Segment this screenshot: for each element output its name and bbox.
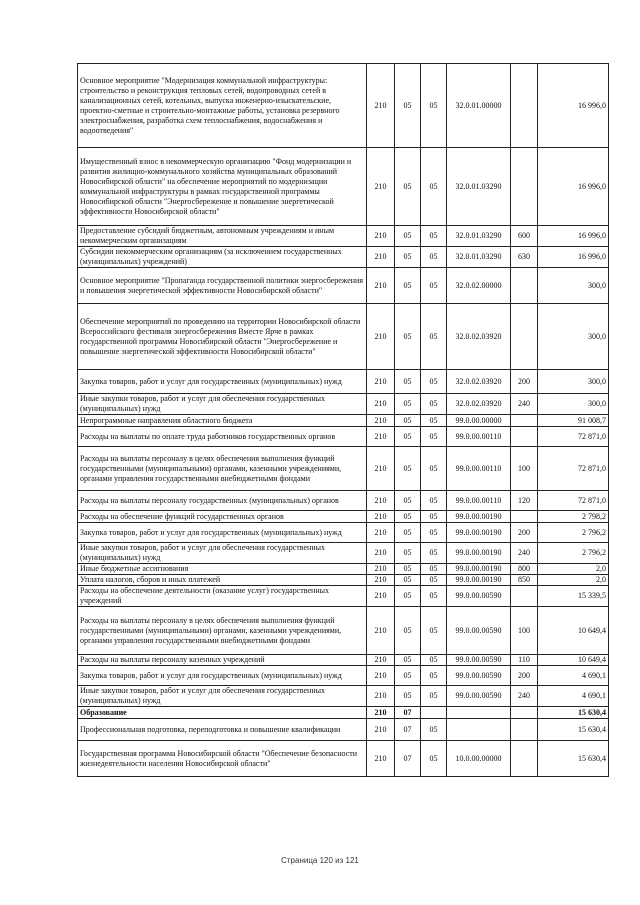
row-amount: 10 649,4 [538, 607, 609, 655]
row-amount: 15 630,4 [538, 719, 609, 741]
row-section: 05 [395, 543, 421, 564]
row-target-article: 99.0.00.00110 [447, 447, 511, 491]
row-expense-type: 120 [511, 491, 538, 511]
row-target-article: 99.0.00.00190 [447, 543, 511, 564]
row-expense-type: 240 [511, 686, 538, 707]
row-name: Имущественный взнос в некоммерческую организацию "Фонд модернизации и развития жилищно-коммунального хозяйства муниципальных образований Новосибирской области" на обеспечение мероприятий по модернизации коммунальной инфраструктуры в рамках государственной программы Новосибирской области "Энергосбережение и повышение энергетической эффективности Новосибирской области" [78, 148, 367, 226]
row-grbs: 210 [367, 304, 395, 370]
row-expense-type [511, 511, 538, 523]
row-name: Иные закупки товаров, работ и услуг для обеспечения государственных (муниципальных) нужд [78, 543, 367, 564]
row-target-article: 99.0.00.00190 [447, 564, 511, 575]
table-row [78, 447, 609, 491]
row-expense-type [511, 148, 538, 226]
row-grbs: 210 [367, 686, 395, 707]
table-row [78, 666, 609, 686]
row-subsection: 05 [421, 148, 447, 226]
row-name: Уплата налогов, сборов и иных платежей [78, 575, 367, 586]
row-amount: 10 649,4 [538, 655, 609, 666]
row-target-article: 99.0.00.00190 [447, 575, 511, 586]
row-target-article: 99.0.00.00110 [447, 491, 511, 511]
row-grbs: 210 [367, 707, 395, 719]
row-subsection: 05 [421, 607, 447, 655]
row-section: 05 [395, 564, 421, 575]
row-grbs: 210 [367, 741, 395, 777]
row-expense-type: 600 [511, 226, 538, 247]
row-amount: 300,0 [538, 394, 609, 415]
row-grbs: 210 [367, 564, 395, 575]
row-name: Непрограммные направления областного бюджета [78, 415, 367, 427]
row-name: Расходы на выплаты по оплате труда работников государственных органов [78, 427, 367, 447]
page-footer: Страница 120 из 121 [281, 856, 359, 865]
row-target-article: 99.0.00.00110 [447, 427, 511, 447]
row-amount: 2 798,2 [538, 511, 609, 523]
row-grbs: 210 [367, 607, 395, 655]
row-expense-type [511, 64, 538, 148]
row-subsection: 05 [421, 247, 447, 268]
row-amount: 15 339,5 [538, 586, 609, 607]
row-subsection: 05 [421, 304, 447, 370]
row-subsection: 05 [421, 686, 447, 707]
row-amount: 4 690,1 [538, 666, 609, 686]
row-amount: 72 871,0 [538, 447, 609, 491]
row-amount: 2,0 [538, 575, 609, 586]
row-section: 05 [395, 427, 421, 447]
row-amount: 4 690,1 [538, 686, 609, 707]
row-target-article: 32.0.01.03290 [447, 247, 511, 268]
row-subsection: 05 [421, 523, 447, 543]
row-section: 05 [395, 686, 421, 707]
row-expense-type: 200 [511, 666, 538, 686]
row-name: Иные закупки товаров, работ и услуг для обеспечения государственных (муниципальных) нужд [78, 394, 367, 415]
row-section: 05 [395, 447, 421, 491]
table-row [78, 741, 609, 777]
row-target-article: 99.0.00.00590 [447, 686, 511, 707]
row-section: 05 [395, 268, 421, 304]
row-subsection: 05 [421, 741, 447, 777]
row-grbs: 210 [367, 415, 395, 427]
row-section: 05 [395, 304, 421, 370]
row-target-article: 10.0.00.00000 [447, 741, 511, 777]
row-section: 05 [395, 415, 421, 427]
row-expense-type: 800 [511, 564, 538, 575]
row-amount: 2,0 [538, 564, 609, 575]
row-name: Обеспечение мероприятий по проведению на территории Новосибирской области Всероссийского фестиваля энергосбережения Вместе Ярче в рамках государственной программы Новосибирской области "Энергосбережение и повышение энергетической эффективности Новосибирской области" [78, 304, 367, 370]
table-row [78, 247, 609, 268]
row-grbs: 210 [367, 447, 395, 491]
row-target-article: 32.0.01.03290 [447, 148, 511, 226]
row-name: Расходы на выплаты персоналу казенных учреждений [78, 655, 367, 666]
row-target-article: 99.0.00.00590 [447, 607, 511, 655]
table-row [78, 543, 609, 564]
table-row [78, 655, 609, 666]
budget-table-body [78, 64, 609, 777]
table-row [78, 491, 609, 511]
row-expense-type [511, 719, 538, 741]
row-grbs: 210 [367, 370, 395, 394]
row-section: 05 [395, 491, 421, 511]
row-section: 05 [395, 666, 421, 686]
row-grbs: 210 [367, 719, 395, 741]
row-target-article: 32.0.01.00000 [447, 64, 511, 148]
row-section: 05 [395, 148, 421, 226]
row-target-article [447, 719, 511, 741]
row-expense-type: 100 [511, 607, 538, 655]
row-grbs: 210 [367, 655, 395, 666]
row-amount: 16 996,0 [538, 226, 609, 247]
row-subsection: 05 [421, 564, 447, 575]
table-row [78, 64, 609, 148]
row-amount: 15 630,4 [538, 707, 609, 719]
row-target-article: 32.0.01.03290 [447, 226, 511, 247]
row-expense-type: 110 [511, 655, 538, 666]
row-subsection: 05 [421, 447, 447, 491]
row-name: Профессиональная подготовка, переподготовка и повышение квалификации [78, 719, 367, 741]
row-subsection: 05 [421, 64, 447, 148]
row-name: Закупка товаров, работ и услуг для государственных (муниципальных) нужд [78, 370, 367, 394]
row-grbs: 210 [367, 586, 395, 607]
row-name: Образование [78, 707, 367, 719]
row-subsection: 05 [421, 226, 447, 247]
row-section: 05 [395, 607, 421, 655]
row-amount: 2 796,2 [538, 543, 609, 564]
row-target-article: 32.0.02.03920 [447, 304, 511, 370]
row-grbs: 210 [367, 543, 395, 564]
table-row [78, 719, 609, 741]
table-row [78, 415, 609, 427]
table-row [78, 394, 609, 415]
row-expense-type [511, 707, 538, 719]
row-section: 05 [395, 575, 421, 586]
row-expense-type: 200 [511, 370, 538, 394]
row-section: 05 [395, 370, 421, 394]
row-amount: 16 996,0 [538, 148, 609, 226]
table-row [78, 586, 609, 607]
row-name: Основное мероприятие "Модернизация коммунальной инфраструктуры: строительство и реконструкция тепловых сетей, водопроводных сетей в канализационных сетей, котельных, выпуска инженерно-изыскательские, проектно-сметные и строительно-монтажные работы, установка резервного электроснабжения, разработка схем теплоснабжения, водоснабжения и водоотведения" [78, 64, 367, 148]
row-section: 05 [395, 655, 421, 666]
row-subsection: 05 [421, 575, 447, 586]
row-expense-type: 630 [511, 247, 538, 268]
row-name: Расходы на выплаты персоналу в целях обеспечения выполнения функций государственными (муниципальными) органами, казенными учреждениями, органами управления государственными внебюджетными фондами [78, 447, 367, 491]
row-target-article: 32.0.02.03920 [447, 394, 511, 415]
row-name: Закупка товаров, работ и услуг для государственных (муниципальных) нужд [78, 666, 367, 686]
row-subsection: 05 [421, 394, 447, 415]
row-target-article: 99.0.00.00000 [447, 415, 511, 427]
table-row [78, 370, 609, 394]
row-grbs: 210 [367, 511, 395, 523]
row-section: 05 [395, 511, 421, 523]
row-target-article: 32.0.02.03920 [447, 370, 511, 394]
row-name: Иные закупки товаров, работ и услуг для обеспечения государственных (муниципальных) нужд [78, 686, 367, 707]
row-subsection: 05 [421, 543, 447, 564]
table-row [78, 564, 609, 575]
row-amount: 16 996,0 [538, 64, 609, 148]
row-subsection: 05 [421, 491, 447, 511]
row-expense-type: 240 [511, 394, 538, 415]
row-subsection: 05 [421, 586, 447, 607]
row-target-article: 99.0.00.00590 [447, 666, 511, 686]
row-expense-type: 200 [511, 523, 538, 543]
row-expense-type [511, 304, 538, 370]
table-row [78, 511, 609, 523]
row-subsection: 05 [421, 719, 447, 741]
row-grbs: 210 [367, 491, 395, 511]
row-name: Государственная программа Новосибирской области "Обеспечение безопасности жизнедеятельности населения Новосибирской области" [78, 741, 367, 777]
row-expense-type [511, 741, 538, 777]
row-name: Основное мероприятие "Пропаганда государственной политики энергосбережения и повышения энергетической эффективности Новосибирской области" [78, 268, 367, 304]
row-name: Закупка товаров, работ и услуг для государственных (муниципальных) нужд [78, 523, 367, 543]
row-subsection: 05 [421, 427, 447, 447]
row-grbs: 210 [367, 268, 395, 304]
row-section: 07 [395, 707, 421, 719]
table-row [78, 575, 609, 586]
table-row [78, 607, 609, 655]
row-target-article [447, 707, 511, 719]
row-amount: 300,0 [538, 304, 609, 370]
row-grbs: 210 [367, 64, 395, 148]
row-name: Субсидии некоммерческим организациям (за исключением государственных (муниципальных) учреждений) [78, 247, 367, 268]
row-amount: 15 630,4 [538, 741, 609, 777]
row-subsection: 05 [421, 370, 447, 394]
row-subsection: 05 [421, 268, 447, 304]
row-subsection: 05 [421, 666, 447, 686]
row-name: Расходы на обеспечение деятельности (оказание услуг) государственных учреждений [78, 586, 367, 607]
row-amount: 300,0 [538, 370, 609, 394]
table-row [78, 148, 609, 226]
row-section: 05 [395, 586, 421, 607]
row-grbs: 210 [367, 226, 395, 247]
row-name: Расходы на выплаты персоналу государственных (муниципальных) органов [78, 491, 367, 511]
row-section: 07 [395, 741, 421, 777]
row-target-article: 99.0.00.00190 [447, 523, 511, 543]
table-row [78, 523, 609, 543]
row-subsection: 05 [421, 415, 447, 427]
row-expense-type: 850 [511, 575, 538, 586]
row-subsection [421, 707, 447, 719]
row-section: 05 [395, 523, 421, 543]
row-grbs: 210 [367, 427, 395, 447]
row-expense-type: 100 [511, 447, 538, 491]
row-expense-type: 240 [511, 543, 538, 564]
table-row [78, 686, 609, 707]
row-name: Расходы на выплаты персоналу в целях обеспечения выполнения функций государственными (муниципальными) органами, казенными учреждениями, органами управления государственными внебюджетными фондами [78, 607, 367, 655]
row-grbs: 210 [367, 523, 395, 543]
row-section: 07 [395, 719, 421, 741]
row-amount: 91 008,7 [538, 415, 609, 427]
row-target-article: 99.0.00.00590 [447, 586, 511, 607]
row-section: 05 [395, 64, 421, 148]
row-subsection: 05 [421, 655, 447, 666]
row-section: 05 [395, 226, 421, 247]
row-expense-type [511, 415, 538, 427]
table-row [78, 226, 609, 247]
row-grbs: 210 [367, 394, 395, 415]
table-row [78, 268, 609, 304]
row-section: 05 [395, 247, 421, 268]
row-target-article: 99.0.00.00590 [447, 655, 511, 666]
budget-table [77, 63, 609, 777]
table-row [78, 427, 609, 447]
row-amount: 72 871,0 [538, 491, 609, 511]
row-target-article: 99.0.00.00190 [447, 511, 511, 523]
row-grbs: 210 [367, 148, 395, 226]
row-section: 05 [395, 394, 421, 415]
row-amount: 72 871,0 [538, 427, 609, 447]
row-name: Расходы на обеспечение функций государственных органов [78, 511, 367, 523]
row-amount: 2 796,2 [538, 523, 609, 543]
row-amount: 300,0 [538, 268, 609, 304]
row-subsection: 05 [421, 511, 447, 523]
table-row [78, 707, 609, 719]
row-grbs: 210 [367, 247, 395, 268]
table-row [78, 304, 609, 370]
row-grbs: 210 [367, 666, 395, 686]
row-amount: 16 996,0 [538, 247, 609, 268]
row-name: Предоставление субсидий бюджетным, автономным учреждениям и иным некоммерческим организациям [78, 226, 367, 247]
row-expense-type [511, 268, 538, 304]
row-expense-type [511, 427, 538, 447]
row-grbs: 210 [367, 575, 395, 586]
row-target-article: 32.0.02.00000 [447, 268, 511, 304]
row-expense-type [511, 586, 538, 607]
row-name: Иные бюджетные ассигнования [78, 564, 367, 575]
